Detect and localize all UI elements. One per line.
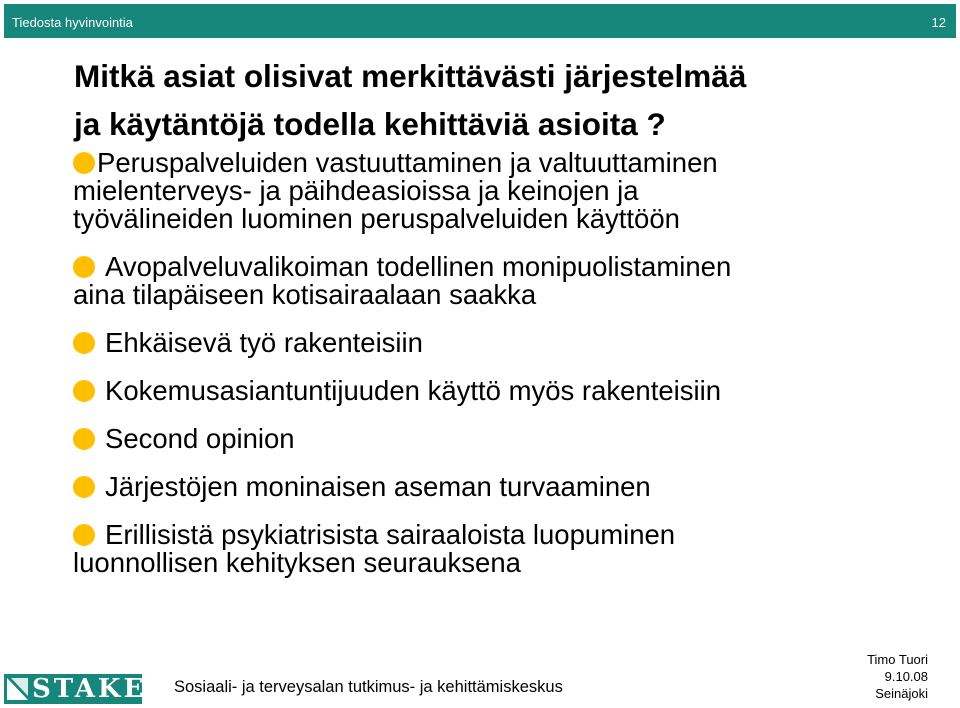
bullet-item-3 [73, 329, 953, 357]
bullet-5-line-1: Second opinion [105, 423, 295, 454]
bullet-item-1 [73, 149, 953, 233]
bullet-list [73, 149, 953, 597]
bullet-item-6 [73, 473, 953, 501]
bullet-3-line-1: Ehkäisevä työ rakenteisiin [105, 327, 423, 358]
bullet-dot-icon [73, 428, 95, 450]
bullet-item-7 [73, 521, 953, 577]
bullet-1-line-1: Peruspalveluiden vastuuttaminen ja valtuuttaminen [97, 147, 718, 178]
bullet-dot-icon [73, 380, 95, 402]
bullet-item-4 [73, 377, 953, 405]
slide-title-line-2: ja käytäntöjä todella kehittäviä asioita ? [74, 106, 666, 142]
header-bar [4, 4, 956, 38]
bullet-item-2 [73, 253, 953, 309]
bullet-2-line-2: aina tilapäiseen kotisairaalaan saakka [73, 279, 537, 310]
bullet-1-line-2: mielenterveys- ja päihdeasioissa ja keinojen ja [73, 175, 639, 206]
bullet-item-5 [73, 425, 953, 453]
stakes-logo [4, 674, 169, 704]
slide-title [74, 52, 944, 148]
bullet-7-line-1: Erillisistä psykiatrisista sairaaloista luopuminen [105, 519, 676, 550]
header-title: Tiedosta hyvinvointia [12, 15, 133, 30]
bullet-7-line-2: luonnollisen kehityksen seurauksena [73, 547, 521, 578]
slide-title-line-1: Mitkä asiat olisivat merkittävästi järjestelmää [74, 58, 747, 94]
bullet-6-line-1: Järjestöjen moninaisen aseman turvaaminen [105, 471, 651, 502]
bullet-dot-icon [73, 476, 95, 498]
footer-author: Timo Tuori [867, 652, 928, 667]
page-number: 12 [931, 15, 946, 30]
footer-place: Seinäjoki [875, 686, 928, 701]
bullet-1-line-3: työvälineiden luominen peruspalveluiden käyttöön [73, 203, 680, 234]
logo-text: STAKES [32, 674, 169, 704]
bullet-dot-icon [73, 524, 95, 546]
footer-organization: Sosiaali- ja terveysalan tutkimus- ja kehittämiskeskus [174, 678, 563, 696]
bullet-2-line-1: Avopalveluvalikoiman todellinen monipuolistaminen [105, 251, 732, 282]
footer-info [867, 651, 928, 702]
bullet-dot-icon [73, 332, 95, 354]
stakes-logo-icon [4, 674, 32, 704]
bullet-dot-icon [73, 256, 95, 278]
footer-date: 9.10.08 [884, 669, 928, 684]
bullet-dot-icon [73, 152, 95, 174]
bullet-4-line-1: Kokemusasiantuntijuuden käyttö myös rakenteisiin [105, 375, 722, 406]
